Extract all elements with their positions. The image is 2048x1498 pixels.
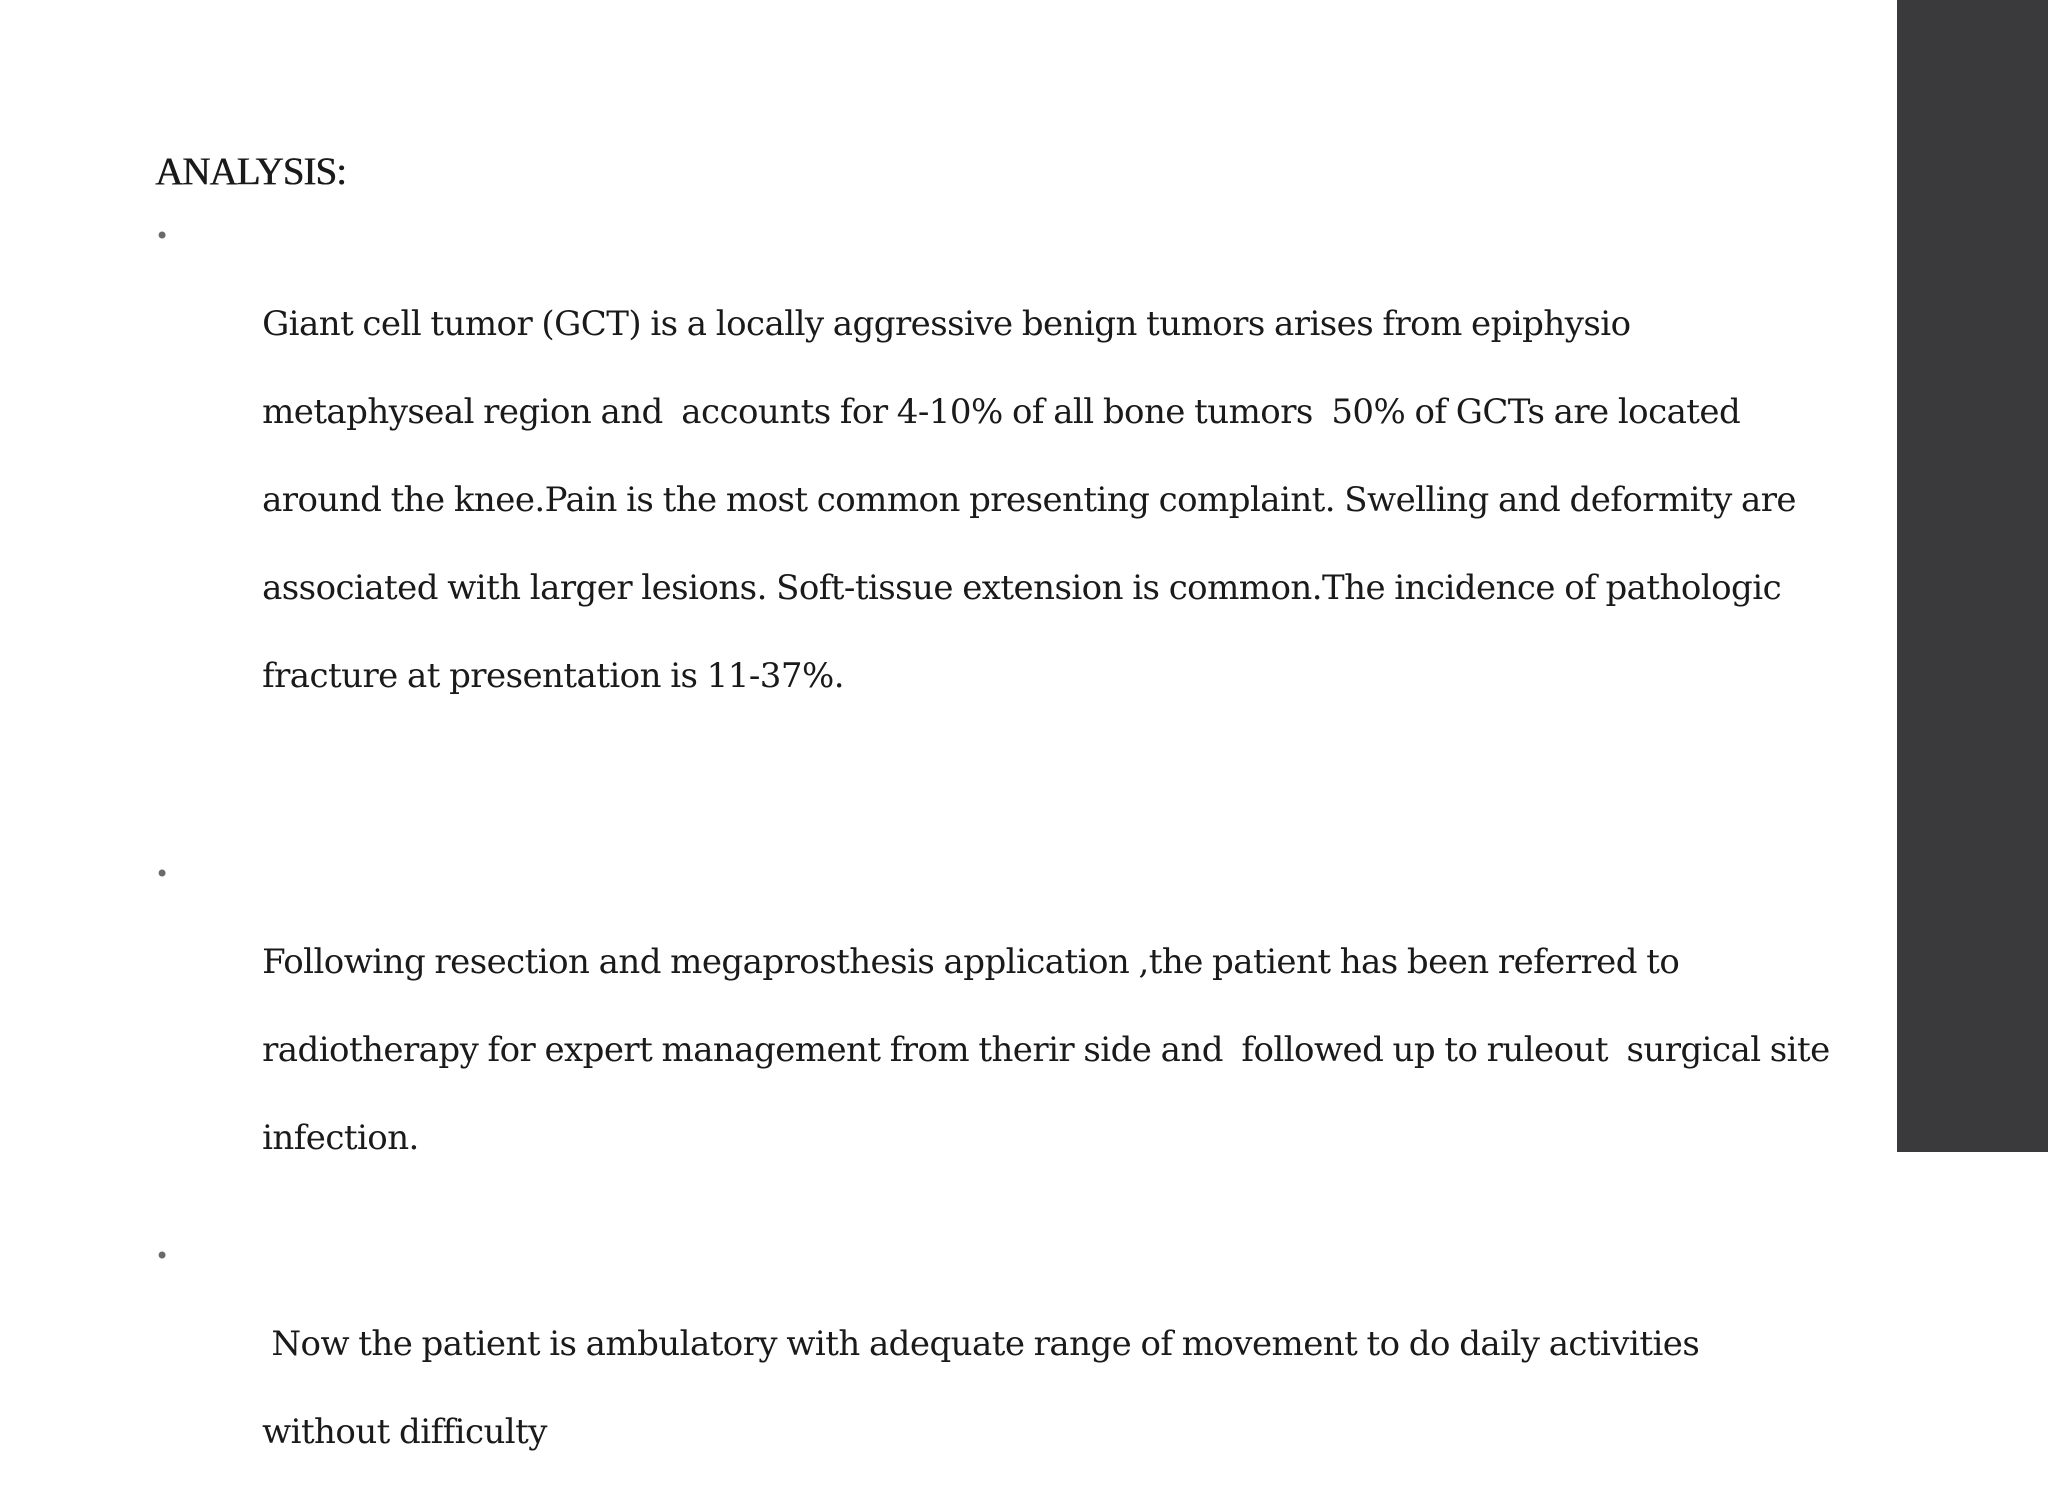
- slide-content: [155, 150, 1895, 1498]
- bullet-item-outcome: [155, 1234, 1895, 1498]
- side-accent-bar: [1897, 0, 2048, 1152]
- bullet-item-gct-overview: [155, 214, 1895, 742]
- bullet-item-treatment: [155, 852, 1895, 1204]
- bullet-line: associated with larger lesions. Soft-tissue extension is common.The incidence of pathologic: [262, 568, 1782, 608]
- bullet-line: fracture at presentation is 11-37%.: [262, 656, 844, 696]
- bullet-dot-icon: •: [155, 1242, 169, 1270]
- bullet-line: infection.: [262, 1118, 419, 1158]
- bullet-line: metaphyseal region and accounts for 4-10% of all bone tumors 50% of GCTs are located: [262, 392, 1741, 432]
- slide-title: ANALYSIS:: [155, 150, 346, 193]
- bullet-line: without difficulty: [262, 1412, 547, 1452]
- bullet-line: Following resection and megaprosthesis application ,the patient has been referred to: [262, 942, 1680, 982]
- bullet-dot-icon: •: [155, 860, 169, 888]
- bullet-line: Now the patient is ambulatory with adequate range of movement to do daily activities: [262, 1324, 1700, 1364]
- bullet-line: around the knee.Pain is the most common presenting complaint. Swelling and deformity are: [262, 480, 1796, 520]
- bullet-line: radiotherapy for expert management from therir side and followed up to ruleout surgical site: [262, 1030, 1830, 1070]
- bullet-list: [155, 214, 1895, 1498]
- bullet-dot-icon: •: [155, 222, 169, 250]
- bullet-line: Giant cell tumor (GCT) is a locally aggressive benign tumors arises from epiphysio: [262, 304, 1631, 344]
